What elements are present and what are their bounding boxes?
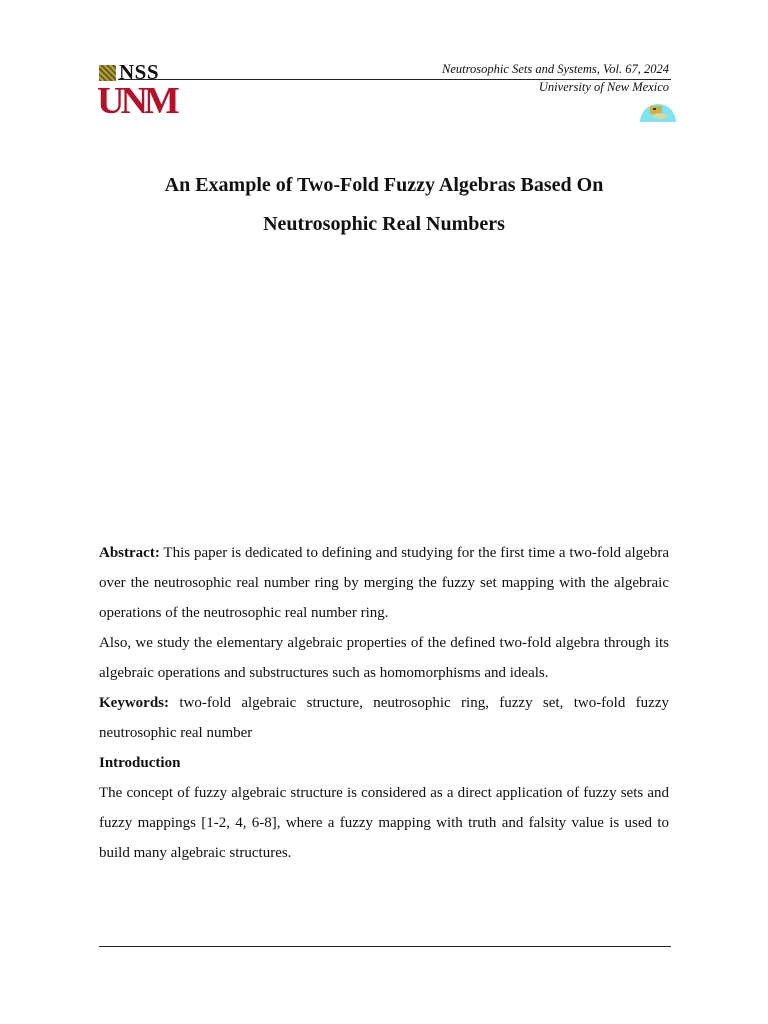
abstract-paragraph [99,538,669,628]
abstract-label: Abstract: [99,545,160,561]
paper-title-line-2: Neutrosophic Real Numbers [263,213,505,235]
mascot-icon [638,96,678,122]
keywords-label: Keywords: [99,695,169,711]
keywords-text: two-fold algebraic structure, neutrosophic ring, fuzzy set, two-fold fuzzy neutrosophic real number [99,695,669,741]
paper-title-line-1: An Example of Two-Fold Fuzzy Algebras Based On [164,174,604,196]
nss-logo-mark [99,65,116,81]
nss-logo-text: NSS [119,60,160,84]
abstract-text: This paper is dedicated to defining and studying for the first time a two-fold algebra over the neutrosophic real number ring by merging the fuzzy set mapping with the algebraic operations of the neutrosophic real number ring. [99,545,669,621]
journal-citation: Neutrosophic Sets and Systems, Vol. 67, 2024 [442,62,669,76]
unm-logo: UNM [97,80,176,122]
introduction-text: The concept of fuzzy algebraic structure is considered as a direct application of fuzzy sets and fuzzy mappings [1-2, 4, 6-8], where a fuzzy mapping with truth and falsity value is used to build many algebraic structures. [99,785,669,861]
abstract-paragraph-2: Also, we study the elementary algebraic properties of the defined two-fold algebra through its algebraic operations and substructures such as homomorphisms and ideals. [99,635,669,681]
university-name: University of New Mexico [538,80,669,94]
keywords-paragraph [99,688,669,748]
introduction-heading: Introduction [99,755,181,771]
footer-divider [99,946,671,947]
paper-body [99,538,669,868]
